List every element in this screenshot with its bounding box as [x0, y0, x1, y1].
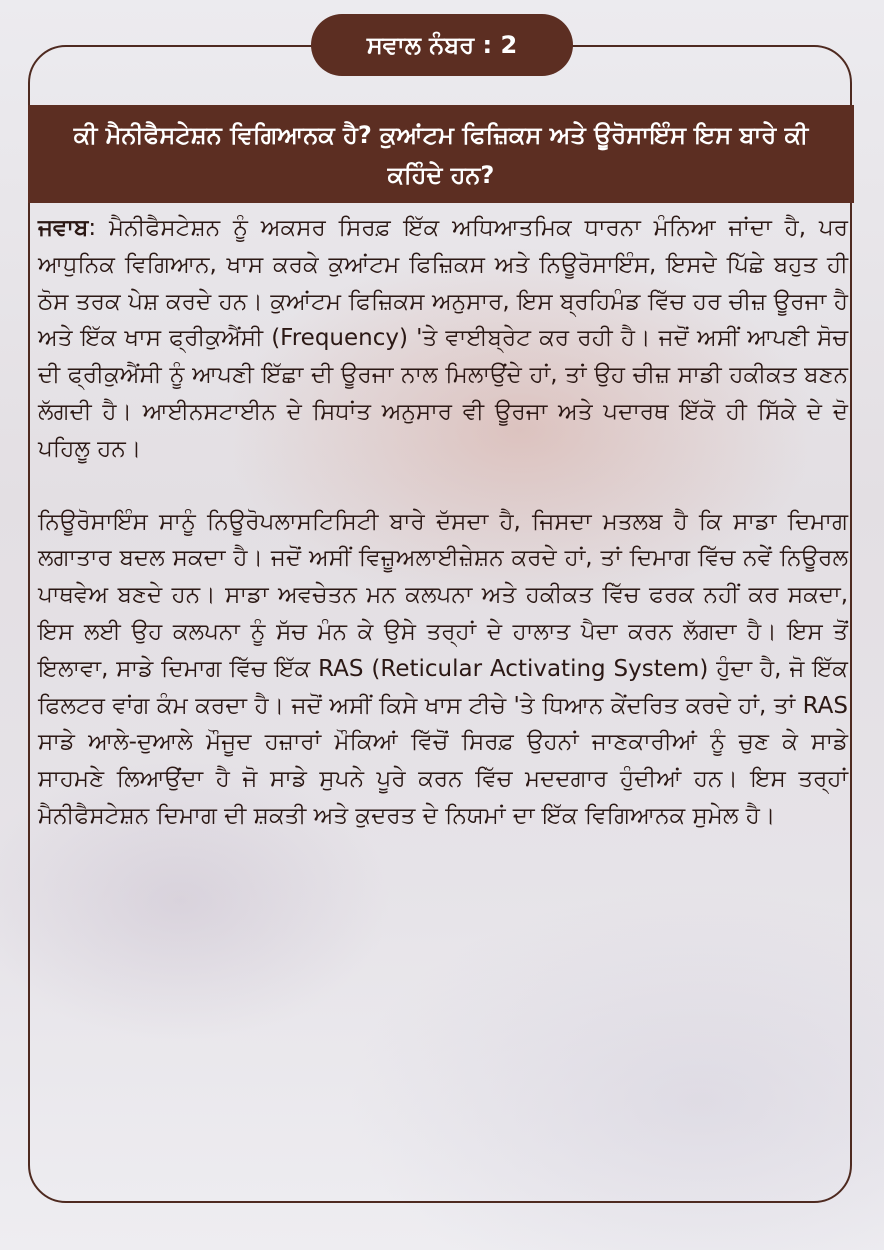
answer-paragraph-1-text: : ਮੈਨੀਫੈਸਟੇਸ਼ਨ ਨੂੰ ਅਕਸਰ ਸਿਰਫ਼ ਇੱਕ ਅਧਿਆਤਮਿਕ ਧਾਰਨਾ ਮੰਨਿਆ ਜਾਂਦਾ ਹੈ, ਪਰ ਆਧੁਨਿਕ ਵਿਗਿਆਨ, ਖਾਸ ਕਰਕੇ ਕੁਆਂਟਮ ਫਿਜ਼ਿਕਸ ਅਤੇ ਨਿਊਰੋਸਾਇੰਸ, ਇਸਦੇ ਪਿੱਛੇ ਬਹੁਤ ਹੀ ਠੋਸ ਤਰਕ ਪੇਸ਼ ਕਰਦੇ ਹਨ। ਕੁਆਂਟਮ ਫਿਜ਼ਿਕਸ ਅਨੁਸਾਰ, ਇਸ ਬ੍ਰਹਿਮੰਡ ਵਿੱਚ ਹਰ ਚੀਜ਼ ਊਰਜਾ ਹੈ ਅਤੇ ਇੱਕ ਖਾਸ ਫ੍ਰੀਕੁਐਂਸੀ (Frequency) 'ਤੇ ਵਾਈਬ੍ਰੇਟ ਕਰ ਰਹੀ ਹੈ। ਜਦੋਂ ਅਸੀਂ ਆਪਣੀ ਸੋਚ ਦੀ ਫ੍ਰੀਕੁਐਂਸੀ ਨੂੰ ਆਪਣੀ ਇੱਛਾ ਦੀ ਊਰਜਾ ਨਾਲ ਮਿਲਾਉਂਦੇ ਹਾਂ, ਤਾਂ ਉਹ ਚੀਜ਼ ਸਾਡੀ ਹਕੀਕਤ ਬਣਨ ਲੱਗਦੀ ਹੈ। ਆਈਨਸਟਾਈਨ ਦੇ ਸਿਧਾਂਤ ਅਨੁਸਾਰ ਵੀ ਊਰਜਾ ਅਤੇ ਪਦਾਰਥ ਇੱਕੋ ਹੀ ਸਿੱਕੇ ਦੇ ਦੋ ਪਹਿਲੂ ਹਨ।	[38, 215, 848, 462]
answer-paragraph-1	[38, 210, 848, 468]
answer-body	[38, 210, 848, 835]
question-title: ਕੀ ਮੈਨੀਫੈਸਟੇਸ਼ਨ ਵਿਗਿਆਨਕ ਹੈ? ਕੁਆਂਟਮ ਫਿਜ਼ਿਕਸ ਅਤੇ ਊਰੋਸਾਇੰਸ ਇਸ ਬਾਰੇ ਕੀ ਕਹਿੰਦੇ ਹਨ?	[28, 105, 854, 203]
answer-paragraph-2: ਨਿਊਰੋਸਾਇੰਸ ਸਾਨੂੰ ਨਿਊਰੋਪਲਾਸਟਿਸਿਟੀ ਬਾਰੇ ਦੱਸਦਾ ਹੈ, ਜਿਸਦਾ ਮਤਲਬ ਹੈ ਕਿ ਸਾਡਾ ਦਿਮਾਗ ਲਗਾਤਾਰ ਬਦਲ ਸਕਦਾ ਹੈ। ਜਦੋਂ ਅਸੀਂ ਵਿਜ਼ੂਅਲਾਈਜ਼ੇਸ਼ਨ ਕਰਦੇ ਹਾਂ, ਤਾਂ ਦਿਮਾਗ ਵਿੱਚ ਨਵੇਂ ਨਿਊਰਲ ਪਾਥਵੇਅ ਬਣਦੇ ਹਨ। ਸਾਡਾ ਅਵਚੇਤਨ ਮਨ ਕਲਪਨਾ ਅਤੇ ਹਕੀਕਤ ਵਿੱਚ ਫਰਕ ਨਹੀਂ ਕਰ ਸਕਦਾ, ਇਸ ਲਈ ਉਹ ਕਲਪਨਾ ਨੂੰ ਸੱਚ ਮੰਨ ਕੇ ਉਸੇ ਤਰ੍ਹਾਂ ਦੇ ਹਾਲਾਤ ਪੈਦਾ ਕਰਨ ਲੱਗਦਾ ਹੈ। ਇਸ ਤੋਂ ਇਲਾਵਾ, ਸਾਡੇ ਦਿਮਾਗ ਵਿੱਚ ਇੱਕ RAS (Reticular Activating System) ਹੁੰਦਾ ਹੈ, ਜੋ ਇੱਕ ਫਿਲਟਰ ਵਾਂਗ ਕੰਮ ਕਰਦਾ ਹੈ। ਜਦੋਂ ਅਸੀਂ ਕਿਸੇ ਖਾਸ ਟੀਚੇ 'ਤੇ ਧਿਆਨ ਕੇਂਦਰਿਤ ਕਰਦੇ ਹਾਂ, ਤਾਂ RAS ਸਾਡੇ ਆਲੇ-ਦੁਆਲੇ ਮੌਜੂਦ ਹਜ਼ਾਰਾਂ ਮੌਕਿਆਂ ਵਿੱਚੋਂ ਸਿਰਫ਼ ਉਹਨਾਂ ਜਾਣਕਾਰੀਆਂ ਨੂੰ ਚੁਣ ਕੇ ਸਾਡੇ ਸਾਹਮਣੇ ਲਿਆਉਂਦਾ ਹੈ ਜੋ ਸਾਡੇ ਸੁਪਨੇ ਪੂਰੇ ਕਰਨ ਵਿੱਚ ਮਦਦਗਾਰ ਹੁੰਦੀਆਂ ਹਨ। ਇਸ ਤਰ੍ਹਾਂ ਮੈਨੀਫੈਸਟੇਸ਼ਨ ਦਿਮਾਗ ਦੀ ਸ਼ਕਤੀ ਅਤੇ ਕੁਦਰਤ ਦੇ ਨਿਯਮਾਂ ਦਾ ਇੱਕ ਵਿਗਿਆਨਕ ਸੁਮੇਲ ਹੈ।	[38, 508, 848, 829]
question-number-badge: ਸਵਾਲ ਨੰਬਰ : 2	[311, 14, 573, 76]
answer-label: ਜਵਾਬ	[38, 215, 89, 241]
